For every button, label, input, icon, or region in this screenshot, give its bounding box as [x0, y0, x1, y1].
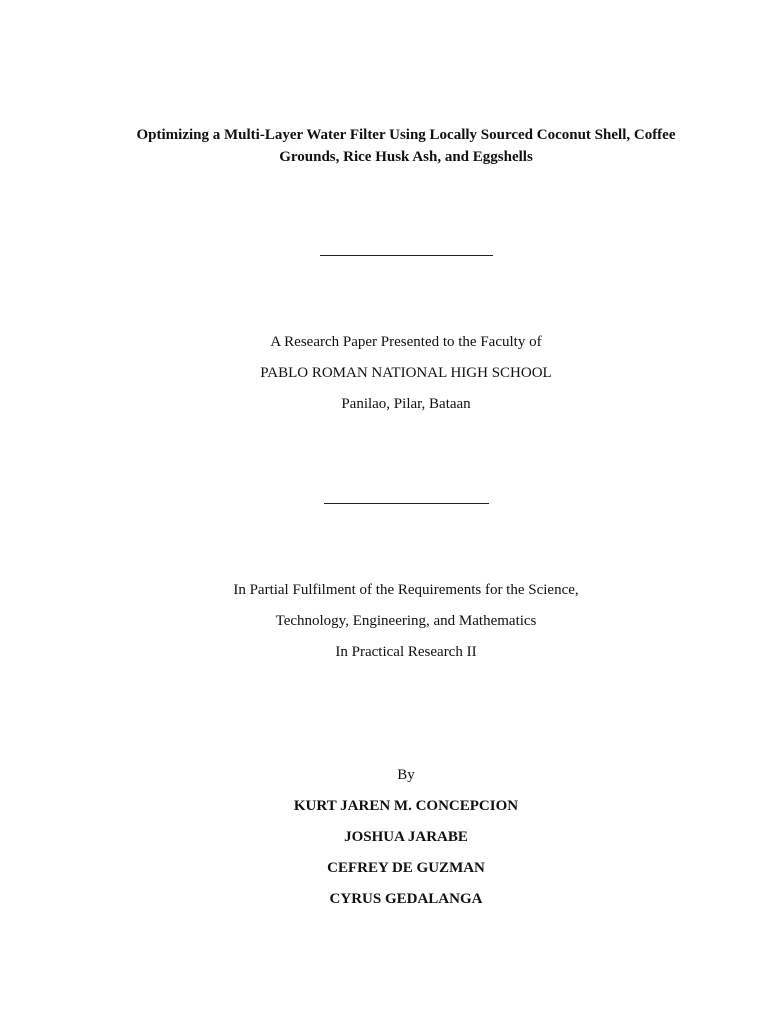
by-label: By: [397, 767, 415, 783]
paper-title-line-1: Optimizing a Multi-Layer Water Filter Using Locally Sourced Coconut Shell, Coffee: [136, 127, 676, 143]
requirements-line-3: In Practical Research II: [335, 644, 477, 660]
presentation-line-1: A Research Paper Presented to the Faculty of: [270, 334, 542, 350]
divider-line-middle: [324, 503, 489, 504]
author-name: CEFREY DE GUZMAN: [327, 860, 485, 876]
school-name: PABLO ROMAN NATIONAL HIGH SCHOOL: [260, 365, 552, 381]
requirements-line-2: Technology, Engineering, and Mathematics: [275, 613, 537, 629]
author-name: CYRUS GEDALANGA: [329, 891, 483, 907]
paper-title-line-2: Grounds, Rice Husk Ash, and Eggshells: [279, 149, 533, 165]
school-location: Panilao, Pilar, Bataan: [341, 396, 471, 412]
author-name: KURT JAREN M. CONCEPCION: [293, 798, 519, 814]
author-name: JOSHUA JARABE: [344, 829, 468, 845]
paper-title: [110, 124, 702, 168]
divider-line-top: [320, 255, 493, 256]
requirements-line-1: In Partial Fulfilment of the Requirements for the Science,: [233, 582, 579, 598]
